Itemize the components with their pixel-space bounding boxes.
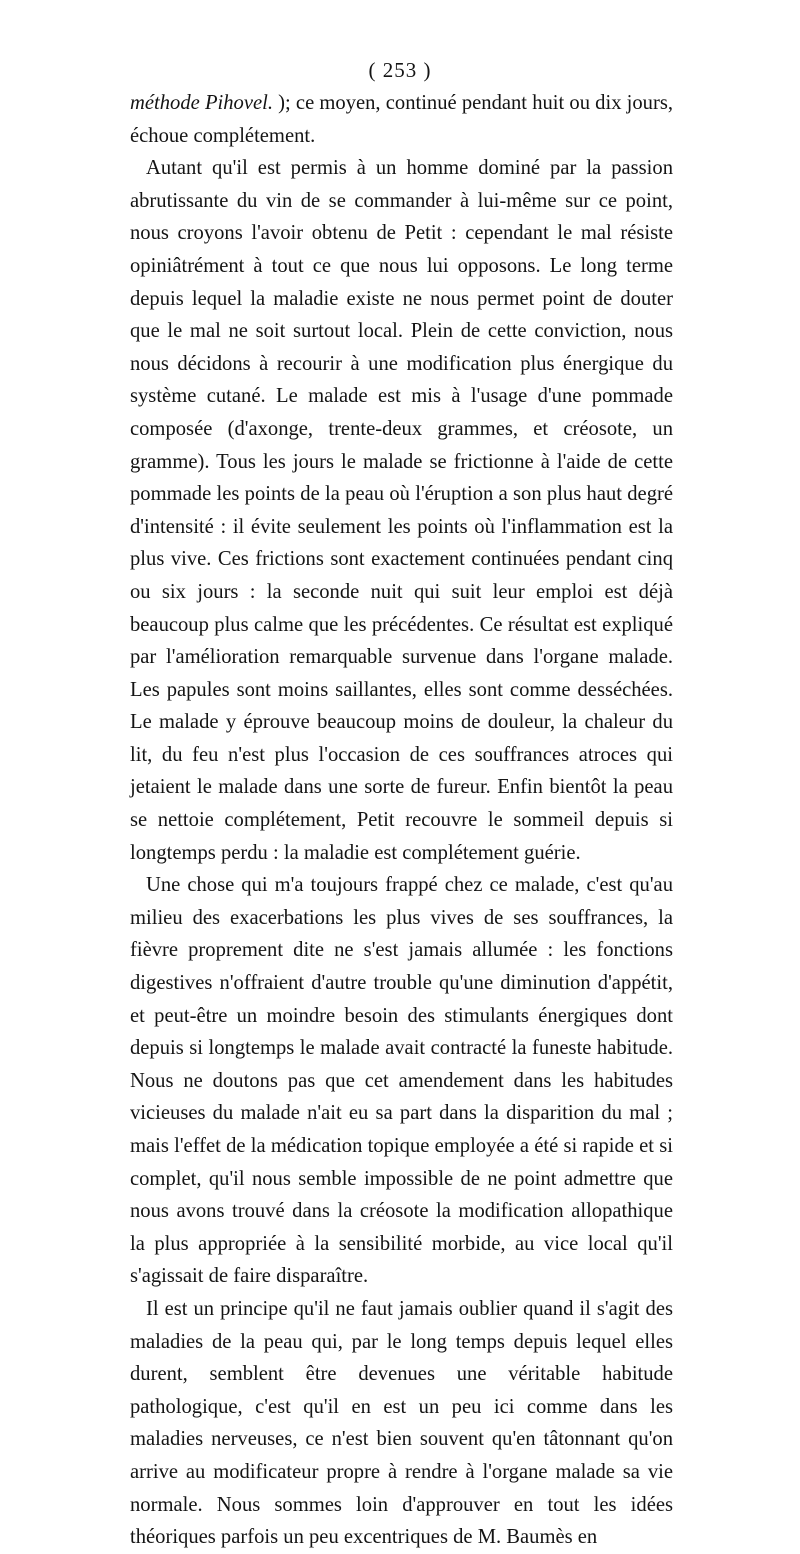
paragraph-text: ); ce moyen, continué pendant huit ou dix jours, échoue complétement. — [130, 92, 674, 147]
paragraph: Il est un principe qu'il ne faut jamais oublier quand il s'agit des maladies de la peau qui, par le long temps depuis lequel elles durent, semblent être devenues une véritable habitude pathologique, c'est qu'il en est un peu ici comme dans les maladies nerveuses, ce n'est bien souvent qu'en tâtonnant qu'on arrive au modificateur propre à rendre à l'organe malade sa vie normale. Nous sommes loin d'approuver en tout les idées théoriques parfois un peu excentriques de M. Baumès en — [130, 1297, 673, 1549]
paragraph-continued — [130, 87, 673, 152]
paragraph: Une chose qui m'a toujours frappé chez ce malade, c'est qu'au milieu des exacerbations les plus vives de ses souffrances, la fièvre proprement dite ne s'est jamais allumée : les fonctions digestives n'offraient d'autre trouble qu'une diminution d'appétit, et peut-être un moindre besoin des stimulants énergiques dont depuis si longtemps le malade avait contracté la funeste habitude. Nous ne doutons pas que cet amendement dans les habitudes vicieuses du malade n'ait eu sa part dans la disparition du mal ; mais l'effet de la médication topique employée a été si rapide et si complet, qu'il nous semble impossible de ne point admettre que nous avons trouvé dans la créosote la modification allopathique la plus appropriée à la sensibilité morbide, au vice local qu'il s'agissait de faire disparaître. — [130, 874, 673, 1288]
italic-method-name: méthode Pihovel. — [130, 92, 273, 114]
page-number: ( 253 ) — [368, 58, 432, 82]
paragraph: Autant qu'il est permis à un homme dominé par la passion abrutissante du vin de se commander à lui-même sur ce point, nous croyons l'avoir obtenu de Petit : cependant le mal résiste opiniâtrément à tout ce que nous lui opposons. Le long terme depuis lequel la maladie existe ne nous permet point de douter que le mal ne soit surtout local. Plein de cette conviction, nous nous décidons à recourir à une modification plus énergique du système cutané. Le malade est mis à l'usage d'une pommade composée (d'axonge, trente-deux grammes, et créosote, un gramme). Tous les jours le malade se frictionne à l'aide de cette pommade les points de la peau où l'éruption a son plus haut degré d'intensité : il évite seulement les points où l'inflammation est la plus vive. Ces frictions sont exactement continuées pendant cinq ou six jours : la seconde nuit qui suit leur emploi est déjà beaucoup plus calme que les précédentes. Ce résultat est expliqué par l'amélioration remarquable survenue dans l'organe malade. Les papules sont moins saillantes, elles sont comme desséchées. Le malade y éprouve beaucoup moins de douleur, la chaleur du lit, du feu n'est plus l'occasion de ces souffrances atroces qui jetaient le malade dans une sorte de fureur. Enfin bientôt la peau se nettoie complétement, Petit recouvre le sommeil depuis si longtemps perdu : la maladie est complétement guérie. — [130, 157, 673, 864]
body-text — [130, 87, 673, 1554]
